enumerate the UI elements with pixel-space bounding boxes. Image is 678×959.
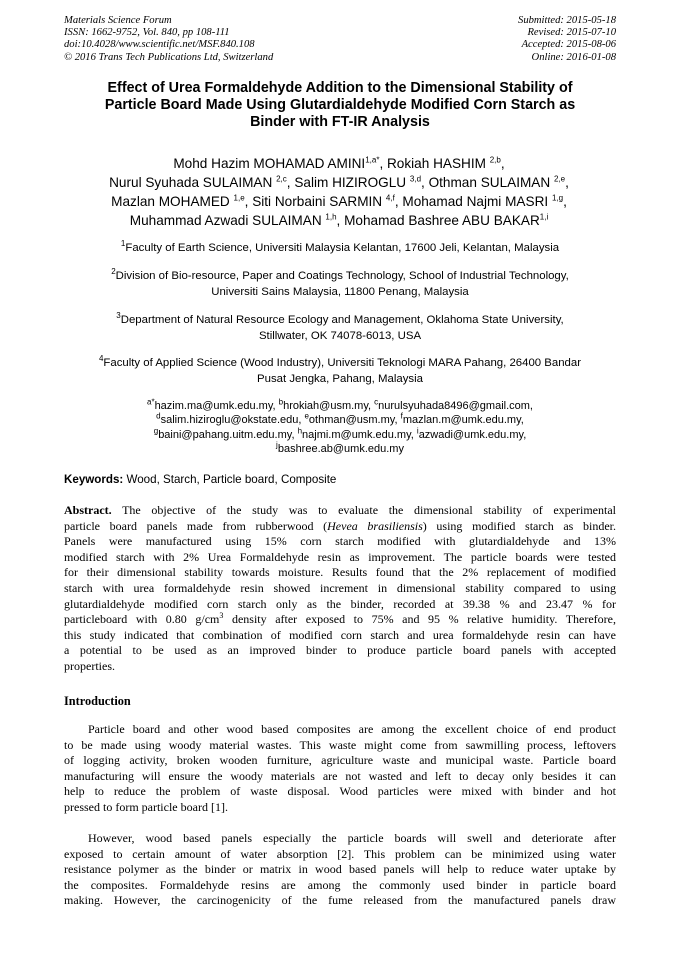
abstract-line xyxy=(64,643,616,659)
text-run: hazim.ma@umk.edu.my, xyxy=(154,400,279,412)
text-run: othman@usm.my, xyxy=(308,414,401,427)
author-line xyxy=(50,192,628,211)
introduction-paragraph-1 xyxy=(64,722,616,816)
abstract-line xyxy=(64,565,616,581)
text-run: , xyxy=(500,156,505,171)
online-date: Online: 2016-01-08 xyxy=(531,51,616,63)
text-run: modified starch with 2% Urea Formaldehyde resin as improvement. The particle boards were tested xyxy=(64,549,616,564)
superscript: i xyxy=(416,426,419,436)
superscript: 1,g xyxy=(551,193,564,203)
abstract-line xyxy=(64,503,616,519)
text-run: baini@pahang.uitm.edu.my, xyxy=(158,428,298,441)
text-run: azwadi@umk.edu.my, xyxy=(418,428,527,441)
text-run: , Siti Norbaini SARMIN xyxy=(244,194,386,209)
superscript: c xyxy=(374,397,379,407)
paragraph-line: manufacturing will ensure the woody materials are not wasted and left to decay only besides it can xyxy=(64,768,616,783)
superscript: d xyxy=(156,411,161,421)
superscript: 3 xyxy=(219,611,224,621)
text-run: Muhammad Azwadi SULAIMAN xyxy=(129,213,326,228)
abstract-line xyxy=(64,550,616,566)
paper-title xyxy=(64,80,616,132)
affiliation-line: Stillwater, OK 74078-6013, USA xyxy=(258,329,422,342)
affiliation-line: Universiti Sains Malaysia, 11800 Penang, Malaysia xyxy=(211,285,469,298)
text-run: , Rokiah HASHIM xyxy=(379,156,490,171)
abstract-line xyxy=(64,628,616,644)
text-run: Panels were manufactured using 15% corn starch modified with glutardialdehyde and 13% xyxy=(64,534,616,549)
text-run: Mohd Hazim MOHAMAD AMINI xyxy=(173,156,366,171)
text-run: bashree.ab@umk.edu.my xyxy=(277,443,404,456)
text-run: hrokiah@usm.my, xyxy=(283,400,375,412)
superscript: 4,f xyxy=(385,193,395,203)
introduction-heading: Introduction xyxy=(64,694,131,708)
abstract-line xyxy=(64,581,616,597)
doi-line: doi:10.4028/www.scientific.net/MSF.840.108 xyxy=(64,39,255,51)
introduction-paragraph-2 xyxy=(64,831,616,909)
superscript: 2,c xyxy=(276,174,287,184)
affiliation-3 xyxy=(64,313,616,344)
author-line xyxy=(50,154,628,173)
email-line xyxy=(64,399,616,413)
text-run: particle board panels made from rubberwood ( xyxy=(64,518,328,533)
affiliation-text: Faculty of Applied Science (Wood Industry), Universiti Teknologi MARA Pahang, 26400 Bandar xyxy=(103,357,582,369)
text-run: density after exposed to 75% and 95 % relative humidity. Therefore, xyxy=(223,612,616,627)
superscript: f xyxy=(400,411,403,421)
superscript: 1,e xyxy=(233,193,245,203)
affiliation-number: 2 xyxy=(111,267,116,277)
paragraph-line: to be made using woody material wastes. This waste might come from sawmilling process, leftovers xyxy=(64,737,616,752)
text-run: this study indicated that combination of modified corn starch and urea formaldehyde resin can have xyxy=(64,627,616,642)
affiliation-number: 4 xyxy=(98,354,104,364)
superscript: g xyxy=(153,426,159,436)
paragraph-line: help to reduce the problem of waste disposal. Wood particles were mixed with binder and hot xyxy=(64,784,616,799)
superscript: 1,a* xyxy=(365,155,380,165)
text-run: , Salim HIZIROGLU xyxy=(286,175,410,190)
author-line xyxy=(50,211,628,230)
keywords-label: Keywords: xyxy=(64,473,124,486)
title-line: Binder with FT-IR Analysis xyxy=(250,114,430,131)
keywords-text: Wood, Starch, Particle board, Composite xyxy=(123,473,337,486)
superscript: e xyxy=(304,411,309,421)
abstract-line xyxy=(64,519,616,535)
email-list xyxy=(64,399,616,457)
superscript: b xyxy=(278,397,284,407)
text-run: properties. xyxy=(64,658,115,673)
paragraph-line: resistance polymer as the binder or matrix in wood based panels will help to reduce water uptake by xyxy=(64,862,616,877)
superscript: a* xyxy=(147,397,155,407)
text-run: Nurul Syuhada SULAIMAN xyxy=(109,175,277,190)
text-run: The objective of the study was to evaluate the dimensional stability of experimental xyxy=(111,503,616,517)
superscript: j xyxy=(276,440,278,450)
paragraph-line: Particle board and other wood based composites are among the excellent choice of end product xyxy=(88,722,616,736)
abstract-line xyxy=(64,534,616,550)
author-list xyxy=(50,154,628,230)
text-run: , Mohamad Najmi MASRI xyxy=(394,194,552,209)
text-run: salim.hiziroglu@okstate.edu, xyxy=(160,414,305,427)
text-run: for their dimensional stability towards moisture. Results found that the 2% replacement of modified xyxy=(64,565,616,580)
affiliation-line xyxy=(64,269,616,285)
text-run: mazlan.m@umk.edu.my, xyxy=(402,414,524,427)
paragraph-line: pressed to form particle board [1]. xyxy=(64,799,228,814)
text-run: najmi.m@umk.edu.my, xyxy=(302,428,417,441)
text-run: glutardialdehyde modified corn starch only as the binder, recorded at 39.38 % and 23.47 % for xyxy=(64,596,616,611)
superscript: 1,i xyxy=(539,212,549,222)
text-run: , xyxy=(563,194,567,209)
superscript: h xyxy=(297,426,303,436)
paragraph-line: making. However, the carcinogenicity of the fume released from the manufactured panels draw xyxy=(64,893,616,908)
issn-line: ISSN: 1662-9752, Vol. 840, pp 108-111 xyxy=(64,27,230,39)
text-run: a potential to be used as an improved binder to produce particle board panels with accepted xyxy=(64,643,616,658)
affiliation-number: 3 xyxy=(116,311,121,321)
text-run: starch with urea formaldehyde resin showed increment in dimensional stability compared to using xyxy=(64,580,616,595)
text-run: , xyxy=(565,175,569,190)
keywords xyxy=(64,472,616,487)
abstract-line xyxy=(64,597,616,613)
abstract-line xyxy=(64,612,616,628)
email-line xyxy=(64,413,616,427)
copyright-line: © 2016 Trans Tech Publications Ltd, Switzerland xyxy=(64,51,274,63)
text-run: , Othman SULAIMAN xyxy=(421,175,554,190)
paragraph-line: exposed to certain amount of water absorption [2]. This problem can be minimized using water xyxy=(64,846,616,861)
text-run: , Mohamad Bashree ABU BAKAR xyxy=(336,213,540,228)
affiliation-text: Division of Bio-resource, Paper and Coatings Technology, School of Industrial Technology, xyxy=(115,270,569,282)
abstract xyxy=(64,503,616,675)
text-run: nurulsyuhada8496@gmail.com, xyxy=(378,400,533,412)
text-run: Mazlan MOHAMED xyxy=(111,194,234,209)
abstract-line xyxy=(64,659,616,675)
revised-date: Revised: 2015-07-10 xyxy=(527,27,616,39)
paragraph-line: However, wood based panels especially the particle boards will swell and deteriorate after xyxy=(88,831,616,845)
email-line xyxy=(64,442,616,456)
affiliation-text: Faculty of Earth Science, Universiti Malaysia Kelantan, 17600 Jeli, Kelantan, Malaysia xyxy=(125,242,560,254)
text-run: ) using modified starch as binder. xyxy=(422,518,616,533)
affiliation-line xyxy=(64,356,616,372)
email-line xyxy=(64,428,616,442)
submitted-date: Submitted: 2015-05-18 xyxy=(518,15,616,26)
superscript: 2,e xyxy=(553,174,566,184)
italic-text: Hevea brasiliensis xyxy=(327,518,423,533)
accepted-date: Accepted: 2015-08-06 xyxy=(521,39,616,51)
affiliation-text: Department of Natural Resource Ecology and Management, Oklahoma State University, xyxy=(120,314,564,326)
text-run: particleboard with 0.80 g/cm xyxy=(64,612,220,627)
paragraph-line: of logging activity, broken wooden furniture, agriculture waste and municipal waste. Particle board xyxy=(64,753,616,768)
superscript: 1,h xyxy=(325,212,337,222)
affiliation-line: Pusat Jengka, Pahang, Malaysia xyxy=(257,372,423,385)
abstract-label: Abstract. xyxy=(64,503,112,517)
affiliation-line xyxy=(64,313,616,329)
superscript: 3,d xyxy=(409,174,422,184)
affiliation-line xyxy=(64,241,616,257)
dates-header xyxy=(518,15,616,64)
title-line: Effect of Urea Formaldehyde Addition to the Dimensional Stability of xyxy=(107,80,573,96)
title-line: Particle Board Made Using Glutardialdehyde Modified Corn Starch as xyxy=(104,97,576,114)
affiliation-1 xyxy=(64,241,616,257)
author-line xyxy=(50,173,628,192)
superscript: 2,b xyxy=(489,155,501,165)
paragraph-line: the composites. Formaldehyde resins are among the commonly used binder in particle board xyxy=(64,877,616,892)
affiliation-2 xyxy=(64,269,616,300)
journal-name: Materials Science Forum xyxy=(64,15,172,26)
affiliation-number: 1 xyxy=(120,239,126,249)
affiliation-4 xyxy=(64,356,616,387)
journal-header xyxy=(64,15,273,64)
